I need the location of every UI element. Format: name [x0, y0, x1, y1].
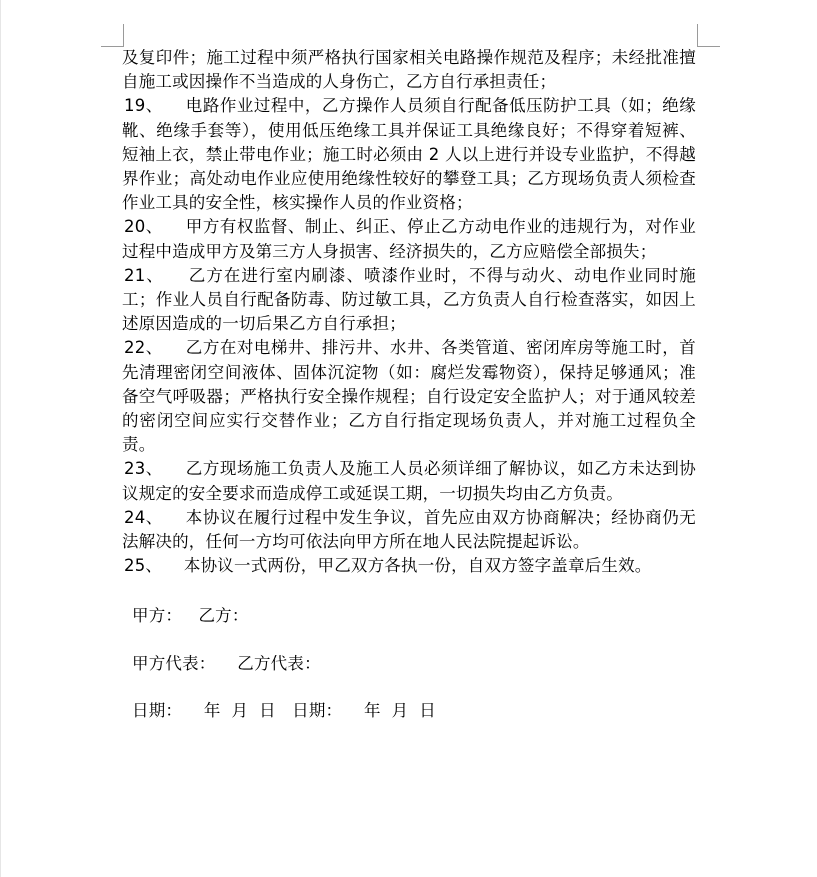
- clause-24: [122, 506, 696, 554]
- date-b-fields: 年 月 日: [364, 700, 436, 720]
- clause-text: 乙方现场施工负责人及施工人员必须详细了解协议，如乙方未达到协议规定的安全要求而造成停工或延误工期，一切损失均由乙方负责。: [122, 459, 697, 503]
- clause-text: 乙方在对电梯井、排污井、水井、各类管道、密闭库房等施工时，首先清理密闭空间液体、固体沉淀物（如：腐烂发霉物资），保持足够通风；准备空气呼吸器；严格执行安全操作规程；自行设定安全监护人；对于通风较差的密闭空间应实行交替作业；乙方自行指定现场负责人，并对施工过程负全责。: [122, 338, 697, 455]
- rep-a-label: 甲方代表：: [132, 653, 216, 673]
- clause-19: [122, 94, 696, 215]
- clause-23: [122, 457, 696, 505]
- clause-number: 23、: [124, 459, 163, 479]
- party-a-label: 甲方：: [132, 606, 183, 626]
- clause-25: [122, 554, 696, 578]
- clause-number: 19、: [124, 96, 163, 116]
- clause-number: 22、: [124, 338, 163, 358]
- rep-b-label: 乙方代表：: [237, 653, 321, 673]
- clause-text: 本协议一式两份，甲乙双方各执一份，自双方签字盖章后生效。: [183, 556, 652, 576]
- crop-mark-top-left: [101, 24, 124, 47]
- clause-22: [122, 336, 696, 457]
- clause-text: 甲方有权监督、制止、纠正、停止乙方动电作业的违规行为，对作业过程中造成甲方及第三方人身损害、经济损失的，乙方应赔偿全部损失；: [122, 217, 697, 261]
- date-b-label: 日期：: [292, 700, 343, 720]
- clause-21: [122, 264, 696, 337]
- clause-text: 电路作业过程中，乙方操作人员须自行配备低压防护工具（如；绝缘靴、绝缘手套等），使用低压绝缘工具并保证工具绝缘良好；不得穿着短裤、短袖上衣，禁止带电作业；施工时必须由 2 人以上进行并设专业监护，不得越界作业；高处动电作业应使用绝缘性较好的攀登工具；乙方现场负责人须检查作业工具的安全性，核实操作人员的作业资格；: [122, 96, 697, 213]
- clause-number: 24、: [124, 507, 163, 527]
- signature-date-line: [122, 699, 696, 723]
- crop-mark-top-right: [697, 24, 720, 47]
- date-a-fields: 年 月 日: [203, 700, 276, 720]
- clause-number: 20、: [124, 217, 163, 237]
- clause-text: 本协议在履行过程中发生争议，首先应由双方协商解决；经协商仍无法解决的，任何一方均可依法向甲方所在地人民法院提起诉讼。: [122, 507, 697, 552]
- document-body[interactable]: [122, 46, 696, 723]
- clause-number: 25、: [124, 556, 163, 576]
- clause-number: 21、: [124, 265, 164, 285]
- party-b-label: 乙方：: [198, 606, 249, 626]
- lead-paragraph: 及复印件；施工过程中须严格执行国家相关电路操作规范及程序；未经批准擅自施工或因操作不当造成的人身伤亡，乙方自行承担责任；: [122, 48, 696, 92]
- date-a-label: 日期：: [132, 700, 183, 720]
- clause-20: [122, 215, 696, 263]
- clause-text: 乙方在进行室内刷漆、喷漆作业时，不得与动火、动电作业同时施工；作业人员自行配备防毒、防过敏工具，乙方负责人自行检查落实，如因上述原因造成的一切后果乙方自行承担；: [122, 265, 696, 334]
- signature-representatives-line: [122, 652, 696, 676]
- signature-parties-line: [122, 604, 696, 628]
